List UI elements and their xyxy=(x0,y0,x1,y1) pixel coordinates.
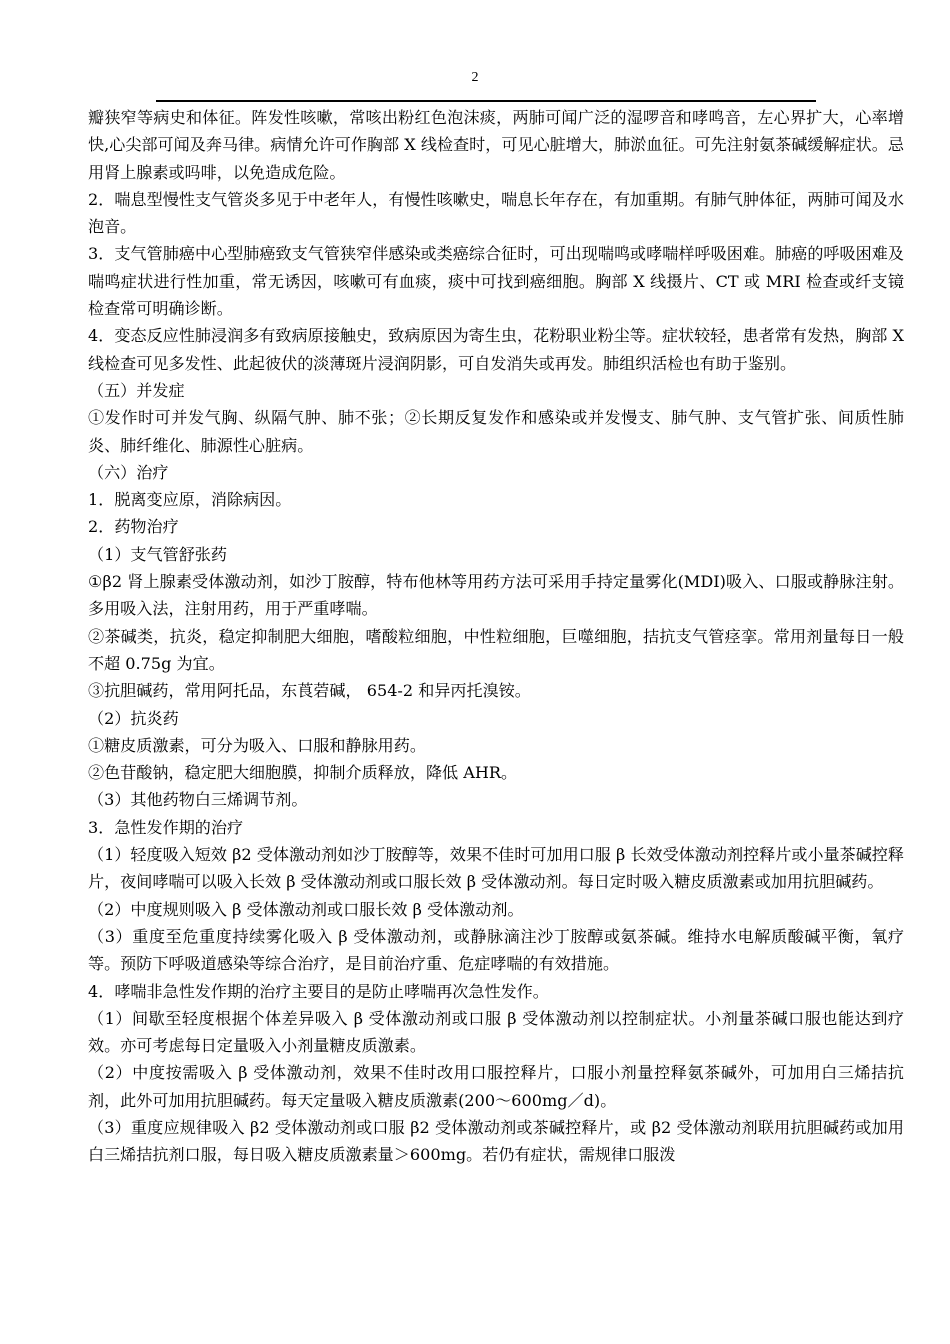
paragraph: （3）重度应规律吸入 β2 受体激动剂或口服 β2 受体激动剂或茶碱控释片，或 β2 受体激动剂联用抗胆碱药或加用白三烯拮抗剂口服，每日吸入糖皮质激素量＞600mg。若仍有症状，需规律口服泼 xyxy=(88,1117,904,1165)
document-body xyxy=(88,104,904,1169)
paragraph: 1．脱离变应原，消除病因。 xyxy=(88,490,292,510)
paragraph: 2．喘息型慢性支气管炎多见于中老年人，有慢性咳嗽史，喘息长年存在，有加重期。有肺气肿体征，两肺可闻及水泡音。 xyxy=(88,189,904,237)
paragraph: ①糖皮质激素，可分为吸入、口服和静脉用药。 xyxy=(88,735,426,755)
paragraph: ②茶碱类，抗炎，稳定抑制肥大细胞，嗜酸粒细胞，中性粒细胞，巨噬细胞，拮抗支气管痉挛。常用剂量每日一般不超 0.75g 为宜。 xyxy=(88,626,904,673)
subsection-heading: 4．哮喘非急性发作期的治疗主要目的是防止哮喘再次急性发作。 xyxy=(88,981,549,1001)
paragraph: （2）中度规则吸入 β 受体激动剂或口服长效 β 受体激动剂。 xyxy=(88,899,524,919)
paragraph: ③抗胆碱药，常用阿托品，东莨菪碱， 654-2 和异丙托溴铵。 xyxy=(88,681,531,701)
subsection-heading: （1）支气管舒张药 xyxy=(88,544,227,564)
paragraph: （3）其他药物白三烯调节剂。 xyxy=(88,790,308,810)
section-heading: （五）并发症 xyxy=(88,380,185,400)
paragraph: 瓣狭窄等病史和体征。阵发性咳嗽，常咳出粉红色泡沫痰，两肺可闻广泛的湿啰音和哮鸣音，左心界扩大，心率增快,心尖部可闻及奔马律。病情允许可作胸部 X 线检查时，可见心脏增大，肺淤血征。可先注射氨茶碱缓解症状。忌用肾上腺素或吗啡，以免造成危险。 xyxy=(88,108,904,182)
header-divider xyxy=(156,100,816,102)
paragraph: ②色苷酸钠，稳定肥大细胞膜，抑制介质释放，降低 AHR。 xyxy=(88,763,518,783)
paragraph: （3）重度至危重度持续雾化吸入 β 受体激动剂，或静脉滴注沙丁胺醇或氨茶碱。维持水电解质酸碱平衡，氧疗等。预防下呼吸道感染等综合治疗，是目前治疗重、危症哮喘的有效措施。 xyxy=(88,926,904,974)
section-heading: （六）治疗 xyxy=(88,462,169,482)
subsection-heading: 3．急性发作期的治疗 xyxy=(88,817,244,837)
paragraph: （1）间歇至轻度根据个体差异吸入 β 受体激动剂或口服 β 受体激动剂以控制症状。小剂量茶碱口服也能达到疗效。亦可考虑每日定量吸入小剂量糖皮质激素。 xyxy=(88,1008,904,1056)
paragraph: ①β2 肾上腺素受体激动剂，如沙丁胺醇，特布他林等用药方法可采用手持定量雾化(MDI)吸入、口服或静脉注射。多用吸入法，注射用药，用于严重哮喘。 xyxy=(88,572,904,619)
subsection-heading: （2）抗炎药 xyxy=(88,708,179,728)
paragraph: （1）轻度吸入短效 β2 受体激动剂如沙丁胺醇等，效果不佳时可加用口服 β 长效受体激动剂控释片或小量茶碱控释片，夜间哮喘可以吸入长效 β 受体激动剂或口服长效 β 受体激动剂。每日定时吸入糖皮质激素或加用抗胆碱药。 xyxy=(88,845,904,892)
paragraph: 3．支气管肺癌中心型肺癌致支气管狭窄伴感染或类癌综合征时，可出现喘鸣或哮喘样呼吸困难。肺癌的呼吸困难及喘鸣症状进行性加重，常无诱因，咳嗽可有血痰，痰中可找到癌细胞。胸部 X 线摄片、CT 或 MRI 检查或纤支镜检查常可明确诊断。 xyxy=(88,244,904,319)
paragraph: 4．变态反应性肺浸润多有致病原接触史，致病原因为寄生虫，花粉职业粉尘等。症状较轻，患者常有发热，胸部 X 线检查可见多发性、此起彼伏的淡薄斑片浸润阴影，可自发消失或再发。肺组织活检也有助于鉴别。 xyxy=(88,326,904,373)
paragraph: ①发作时可并发气胸、纵隔气肿、肺不张；②长期反复发作和感染或并发慢支、肺气肿、支气管扩张、间质性肺炎、肺纤维化、肺源性心脏病。 xyxy=(88,408,904,455)
paragraph: （2）中度按需吸入 β 受体激动剂，效果不佳时改用口服控释片，口服小剂量控释氨茶碱外，可加用白三烯拮抗剂，此外可加用抗胆碱药。每天定量吸入糖皮质激素(200～600mg／d)。 xyxy=(88,1063,904,1110)
page-number: 2 xyxy=(471,70,479,85)
subsection-heading: 2．药物治疗 xyxy=(88,517,179,537)
